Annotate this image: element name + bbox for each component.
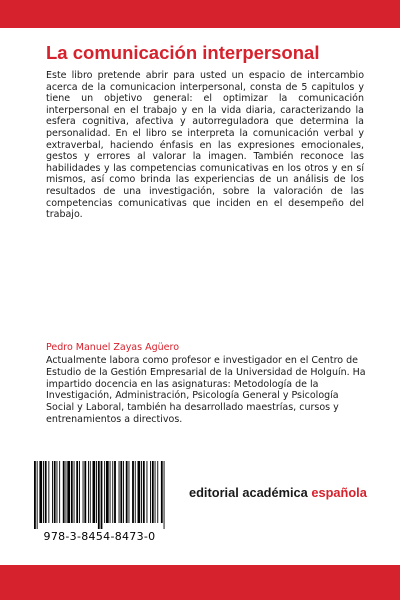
barcode-icon bbox=[34, 461, 165, 529]
author-name: Pedro Manuel Zayas Agüero bbox=[46, 342, 180, 353]
isbn-number: 978-3-8454-8473-0 bbox=[43, 530, 156, 543]
isbn-barcode-box bbox=[28, 458, 171, 548]
publisher-name-accent: española bbox=[311, 485, 367, 500]
publisher-name: editorial académica bbox=[189, 485, 312, 500]
top-red-band bbox=[0, 0, 400, 28]
book-title: La comunicación interpersonal bbox=[46, 42, 320, 63]
bottom-red-band bbox=[0, 565, 400, 600]
book-synopsis: Este libro pretende abrir para usted un espacio de intercambio acerca de la comunicacion interpersonal, consta de 5 capitulos y tiene un objetivo general: el optimizar la comunicación interpersonal en el trabajo y en la vida diaria, caracterizando la esfera cognitiva, afectiva y autorreguladora que determina la personalidad. En el libro se interpreta la comunicación verbal y extraverbal, haciendo énfasis en las expresiones emocionales, gestos y errores al valorar la imagen. También reconoce las habilidades y las competencias comunicativas en los otros y en sí mismos, así como brinda las experiencias de un análisis de los resultados de una investigación, sobre la valoración de las competencias comunicativas que inciden en el desempeño del trabajo. bbox=[46, 70, 364, 221]
publisher-logo bbox=[189, 485, 367, 501]
author-bio: Actualmente labora como profesor e investigador en el Centro de Estudio de la Gestión Empresarial de la Universidad de Holguín. Ha impartido docencia en las asignaturas: Metodología de la Investigación, Administración, Psicología General y Psicología Social y Laboral, también ha desarrollado maestrías, cursos y entrenamientos a directivos. bbox=[46, 355, 366, 425]
